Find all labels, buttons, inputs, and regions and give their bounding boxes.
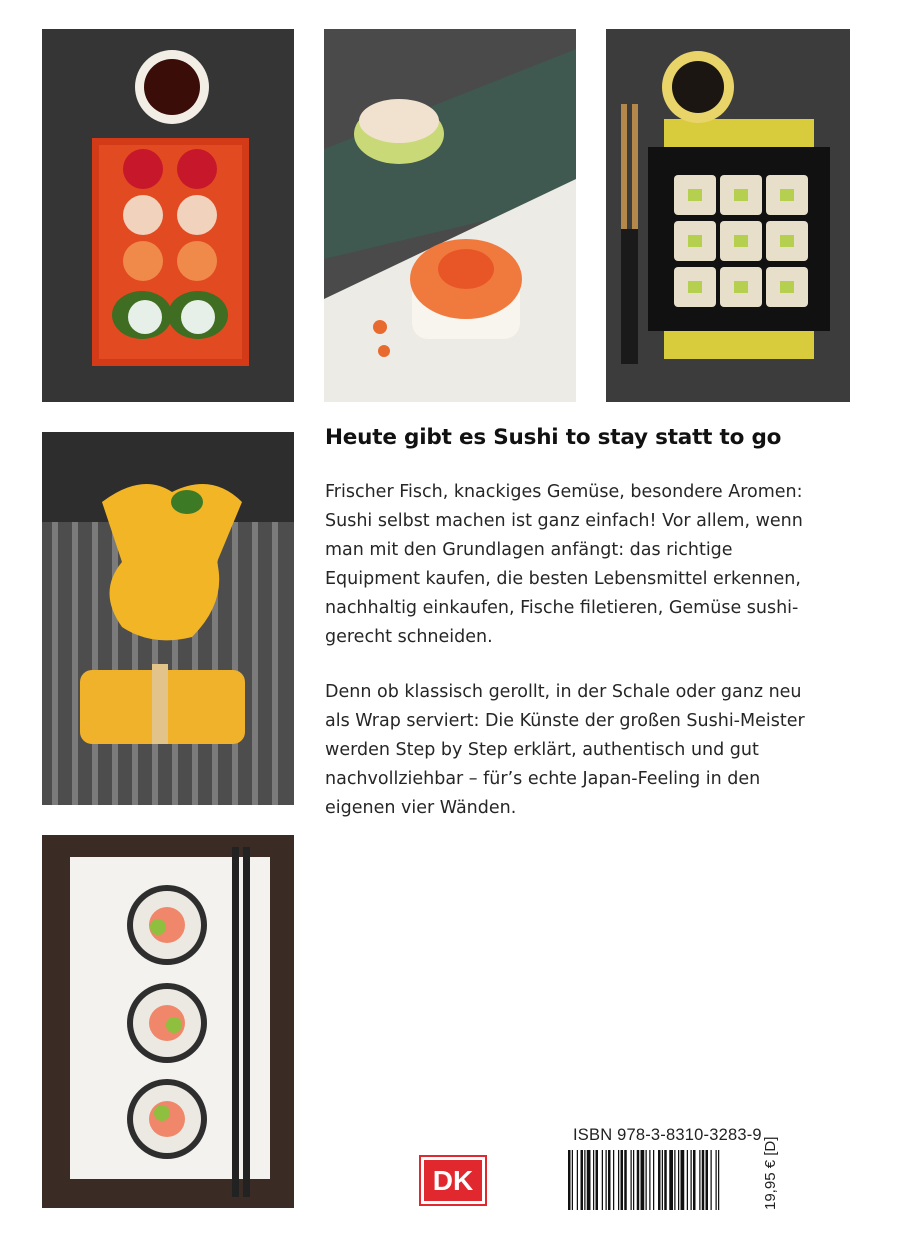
barcode-bar — [702, 1150, 705, 1210]
photo-temari-sushi-tray — [42, 29, 294, 402]
barcode-bar — [664, 1150, 667, 1210]
barcode-bar — [641, 1150, 645, 1210]
barcode-bar — [669, 1150, 673, 1210]
barcode-bar — [587, 1150, 591, 1210]
body-paragraph: Denn ob klassisch gerollt, in der Schale oder ganz neu als Wrap serviert: Die Künste der großen Sushi-Meister werden Step by Step erklärt, authentisch und gut nachvollziehbar – für’s echte Japan-Feeling in den eigenen vier Wänden. — [325, 682, 805, 818]
barcode-bar — [568, 1150, 571, 1210]
barcode-bar — [706, 1150, 709, 1210]
barcode-bar — [693, 1150, 696, 1210]
publisher-logo — [419, 1155, 487, 1206]
barcode-bar — [662, 1150, 663, 1210]
barcode-bar — [581, 1150, 584, 1210]
price-label: 19,95 € [D] — [762, 1136, 779, 1210]
barcode-bar — [716, 1150, 717, 1210]
barcode-bar — [631, 1150, 632, 1210]
barcode-bar — [653, 1150, 654, 1210]
barcode-bar — [633, 1150, 634, 1210]
barcode-bar — [572, 1150, 573, 1210]
barcode-bar — [602, 1150, 603, 1210]
barcode-bar — [711, 1150, 712, 1210]
barcode-bar — [687, 1150, 688, 1210]
photo-omelette-bundles — [42, 432, 294, 805]
isbn-label: ISBN 978-3-8310-3283-9 — [573, 1126, 762, 1144]
barcode-bar — [584, 1150, 585, 1210]
barcode-bar — [678, 1150, 679, 1210]
barcode — [568, 1150, 756, 1210]
barcode-bar — [637, 1150, 640, 1210]
barcode-bar — [681, 1150, 685, 1210]
barcode-bar — [596, 1150, 599, 1210]
barcode-bar — [606, 1150, 607, 1210]
barcode-bar — [613, 1150, 614, 1210]
barcode-bar — [649, 1150, 650, 1210]
body-paragraph: Frischer Fisch, knackiges Gemüse, besondere Aromen: Sushi selbst machen ist ganz einfach! Vor allem, wenn man mit den Grundlagen anfängt: das richtige Equipment kaufen, die besten Lebensmittel erkennen, nachhaltig einkaufen, Fische filetieren, Gemüse sushi-gerecht schneiden. — [325, 482, 803, 647]
barcode-bar — [658, 1150, 661, 1210]
barcode-bar — [577, 1150, 578, 1210]
photo-maki-tray-chopsticks — [606, 29, 850, 402]
publisher-logo-text: DK — [424, 1160, 482, 1201]
barcode-bar — [646, 1150, 647, 1210]
photo-salmon-rice-stack — [324, 29, 576, 402]
barcode-bar — [718, 1150, 719, 1210]
barcode-bar — [691, 1150, 692, 1210]
barcode-bar — [608, 1150, 611, 1210]
barcode-bar — [624, 1150, 627, 1210]
barcode-bar — [593, 1150, 594, 1210]
barcode-bar — [674, 1150, 675, 1210]
barcode-bar — [699, 1150, 700, 1210]
barcode-bar — [621, 1150, 624, 1210]
headline: Heute gibt es Sushi to stay statt to go — [325, 425, 782, 450]
barcode-bar — [618, 1150, 619, 1210]
photo-maki-slices-plate — [42, 835, 294, 1208]
